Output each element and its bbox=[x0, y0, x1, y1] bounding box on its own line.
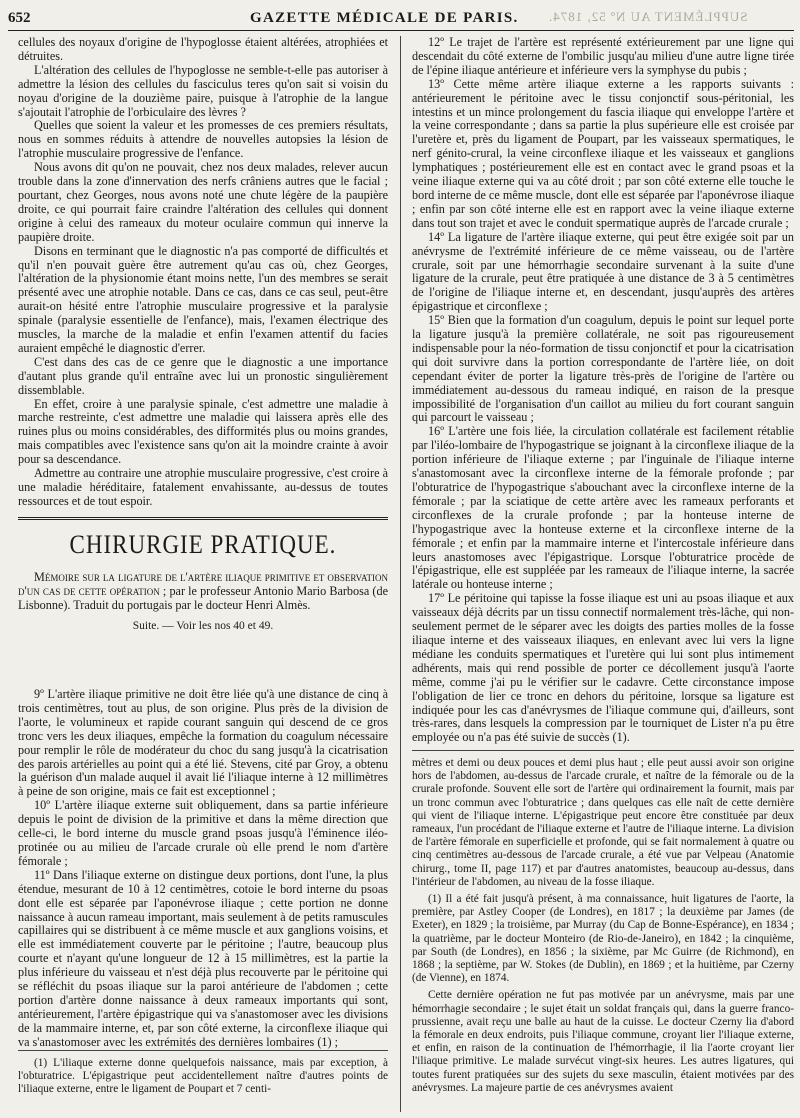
footnote-continuation: mètres et demi ou deux pouces et demi plus haut ; elle peut aussi avoir son origine hors de l'abdomen, au-dessus de l'arcade crurale, et naître de la fémorale ou de la crurale profonde. Souvent elle sort de l'artère qui ordinairement la fournit, mais par un tronc commun avec l'obturatrice ; dans quelques cas elle naît de cette dernière qui vient de l'iliaque interne. L'épigastrique peut encore être constituée par deux rameaux, l'un procédant de l'iliaque externe et l'autre de l'iliaque interne. La division de l'artère fémorale en superficielle et profonde, qui se fait normalement à quatre ou cinq centimètres au-dessous de l'arcade crurale, a été vue par Velpeau (Anatomie chirurg., tome II, page 117) et par d'autres anatomistes, beaucoup au-dessus, dans l'intérieur de l'abdomen, au niveau de la fosse iliaque. bbox=[412, 757, 794, 888]
article-heading bbox=[18, 570, 388, 612]
section-rule bbox=[18, 517, 388, 520]
paragraph: C'est dans des cas de ce genre que le diagnostic a une importance d'autant plus grande qu'il entraîne avec lui un pronostic singulièrement dissemblable. bbox=[18, 354, 388, 397]
footnote: (1) L'iliaque externe donne quelquefois naissance, mais par exception, à l'obturatrice. L'épigastrique peut accidentellement naître d'autres points de l'iliaque externe, entre le ligament de Poupart et 7 centi- bbox=[18, 1057, 388, 1096]
paragraph: 13º Cette même artère iliaque externe a les rapports suivants : antérieurement le péritoine avec le tissu conjonctif sous-péritonial, les intestins et un mince prolongement du fascia iliaque qui enveloppe l'artère et la veine correspondante ; dans sa partie la plus supérieure elle est croisée par l'uretère et, près du ligament de Poupart, par les vaisseaux spermatiques, le nerf génito-crural, la veine circonflexe iliaque et les vaisseaux et ganglions lymphatiques ; postérieurement elle est en contact avec le grand psoas et la veine iliaque externe qui va au côté droit ; par son côté externe elle touche le bord interne de ce même muscle, dont elle est séparée par l'aponévrose iliaque ; enfin par son côté interne elle est en rapport avec la veine iliaque externe dans tout son trajet et avec le conduit spermatique auprès de l'arcade crurale ; bbox=[412, 76, 794, 230]
paragraph: cellules des noyaux d'origine de l'hypoglosse étaient altérées, atrophiées et détruites. bbox=[18, 35, 388, 63]
left-footnote-area bbox=[18, 1044, 388, 1097]
paragraph: 11º Dans l'iliaque externe on distingue deux portions, dont l'une, la plus étendue, mesurant de 10 à 12 centimètres, cotoie le bord interne du psoas dont elle est séparée par l'aponévrose iliaque ; cette portion ne donne naissance à aucun rameau important, mais seulement à de petits ramuscules capillaires qui se distribuent à ce même muscle et aux ganglions voisins, et elle est immédiatement couverte par le péritoine ; l'autre, beaucoup plus courte et n'ayant qu'une longueur de 12 à 15 millimètres, est la partie la plus inférieure du vaisseau et n'est déjà plus recouverte par le péritoine qui se réfléchit du psoas iliaque sur la paroi antérieure de l'abdomen ; cette portion d'artère donne naissance à deux rameaux importants qui sont, antérieurement, l'artère épigastrique qui va s'anastomoser avec les divisions de la mammaire interne, et, par son côté externe, la circonflexe iliaque qui va s'anastomoser avec les extrémités des dernières lombaires (1) ; bbox=[18, 867, 388, 1049]
left-column-article bbox=[18, 688, 388, 1050]
paragraph: 14º La ligature de l'artère iliaque externe, qui peut être exigée soit par un anévrysme de l'extrémité inférieure de ce même vaisseau, ou de l'artère crurale, soit par une hémorrhagie secondaire survenant à la suite d'une ligature de la crurale, peut être pratiquée à une distance de 3 à 5 centimètres de l'origine de l'iliaque interne et, en descendant, jusqu'auprès des artères épigastrique et circonflexe ; bbox=[412, 229, 794, 314]
footnote: (1) Il a été fait jusqu'à présent, à ma connaissance, huit ligatures de l'aorte, la première, par Astley Cooper (de Londres), en 1817 ; la deuxième par James (de Exeter), en 1829 ; la troisième, par Murray (du Cap de Bonne-Espérance), en 1834 ; la quatrième, par le docteur Monteiro (de Rio-de-Janeiro), en 1842 ; la cinquième, par South (de Londres), en 1856 ; la sixième, par Mc Guirre (de Richmond), en 1868 ; la septième, par W. Stokes (de Dublin), en 1869 ; et la huitième, par Czerny (de Vienne), en 1874. bbox=[412, 893, 794, 985]
section-title: CHIRURGIE PRATIQUE. bbox=[69, 529, 337, 559]
right-column-top bbox=[412, 36, 794, 745]
article-byline: par le professeur Antonio Mario Barbosa (de Lisbonne). Traduit du portugais par le docteur Henri Almès. bbox=[18, 583, 388, 612]
paragraph: En effet, croire à une paralysie spinale, c'est admettre une maladie à marche restreinte, c'est admettre une maladie qui laissera après elle des ruines plus ou moins considérables, des difformités plus ou moins grandes, mais compatibles avec l'existence sans qu'on ait la moindre crainte à avoir pour sa descendance. bbox=[18, 396, 388, 467]
paragraph: Admettre au contraire une atrophie musculaire progressive, c'est croire à une maladie héréditaire, fatalement envahissante, au-dessus de toutes ressources et de tout espoir. bbox=[18, 466, 388, 508]
paragraph: 12º Le trajet de l'artère est représenté extérieurement par une ligne qui descendait du côté externe de l'ombilic jusqu'au milieu d'une autre ligne tirée de l'épine iliaque antérieure et inférieure vers la symphyse du pubis ; bbox=[412, 35, 794, 77]
page-number: 652 bbox=[8, 10, 31, 26]
footnote-rule bbox=[18, 1050, 388, 1051]
column-divider bbox=[400, 36, 401, 1112]
paragraph: Quelles que soient la valeur et les promesses de ces premiers résultats, nous en sommes réduits à attendre de nouvelles autopsies la lésion de l'atrophie musculaire progressive de l'enfance. bbox=[18, 118, 388, 161]
journal-title: GAZETTE MÉDICALE DE PARIS. bbox=[250, 10, 519, 26]
article-title: Mémoire sur la ligature de l'artère iliaque primitive et observation d'un cas de cette opération ; bbox=[18, 569, 389, 598]
paragraph: 10º L'artère iliaque externe suit obliquement, dans sa partie inférieure depuis le point de division de la primitive et dans la même direction que celle-ci, le bord interne du muscle grand psoas jusqu'à l'éminence iléo-protinée ou au milieu de l'arcade crurale où elle prend le nom d'artère fémorale ; bbox=[18, 798, 388, 868]
supplement-bleedthrough: SUPPLÉMENT AU Nº 52, 1874. bbox=[548, 9, 748, 24]
footnote-rule bbox=[412, 750, 794, 751]
left-column-top bbox=[18, 36, 388, 642]
paragraph: Nous avons dit qu'on ne pouvait, chez nos deux malades, relever aucun trouble dans la zone d'innervation des nerfs crâniens autres que le facial ; pourtant, chez Georges, nous avons noté une chute légère de la paupière droite, ce qui pourrait faire craindre l'altération des cellules qui donnent origine à celui des rameaux du moteur oculaire commun qui innerve la paupière droite. bbox=[18, 160, 388, 244]
paragraph: Disons en terminant que le diagnostic n'a pas comporté de difficultés et qu'il n'en pouvait guère être autrement qu'au cas où, chez Georges, l'altération de la physionomie étant moins nette, l'un des membres se serait présenté avec une atrophie notable. Dans ce cas, dans ce cas seul, peut-être aurait-on hésité entre l'atrophie musculaire progressive et la paralysie spinale (paralysie essentielle de l'enfance), mais, l'examen électrique des muscles, la marche de la maladie et enfin l'examen attentif du facies auraient empêché le diagnostic d'errer. bbox=[18, 243, 388, 355]
paragraph: 9º L'artère iliaque primitive ne doit être liée qu'à une distance de cinq à trois centimètres, tout au plus, de son origine. Plus près de la division de l'aorte, le volumineux et rapide courant sanguin qui descend de ce gros tronc vers les deux iliaques, empêche la formation du coagulum nécessaire pour remplir le rôle de modérateur du choc du sang jusqu'à la cicatrisation des parois artérielles au point qui a été lié. Stevens, cité par Groy, a obtenu la guérison d'un malade auquel il avait lié l'iliaque interne à 12 millimètres à peine de son origine, mais ce fait est exceptionnel ; bbox=[18, 687, 388, 799]
footnote: Cette dernière opération ne fut pas motivée par un anévrysme, mais par une hémorrhagie secondaire ; le sujet était un soldat français qui, dans la guerre franco-prussienne, avait reçu une balle au haut de la cuisse. Le docteur Czerny lia d'abord la fémorale en deux endroits, puis l'iliaque commune, croyant lier l'iliaque externe, et enfin, en raison de la continuation de l'hémorrhagie, il lia l'aorte croyant lier l'iliaque primitive. Le malade survécut vingt-six heures. Les autres ligatures, qui toutes furent pratiquées sur des sujets du sexe masculin, étaient motivées par des anévrysmes. La majeure partie de ces anévrysmes avaient bbox=[412, 989, 794, 1094]
paragraph: L'altération des cellules de l'hypoglosse ne semble-t-elle pas autoriser à admettre la lésion des cellules du fasciculus teres qu'on sait si voisin du noyau d'origine de la douzième paire, puisque à l'atrophie de la langue s'ajoutait l'atrophie de l'orbiculaire des lèvres ? bbox=[18, 62, 388, 119]
suite-note: Suite. — Voir les nos 40 et 49. bbox=[132, 619, 274, 632]
paragraph: 17º Le péritoine qui tapisse la fosse iliaque est uni au psoas iliaque et aux vaisseaux déjà décrits par un tissu connectif normalement très-lâche, qui non-seulement permet de le séparer avec les doigts des parties molles de la fosse iliaque interne et des vaisseaux iliaques, en enlevant avec lui vers la ligne médiane les conduits spermatiques et l'uretère qui lui sont plus intimement adhérents, mais qui rend possible de porter ce décollement jusqu'à l'aorte même, comme j'ai pu le vérifier sur le cadavre. Cette circonstance impose l'obligation de lier ce tronc en dehors du péritoine, lorsque sa ligature est indiquée pour les cas d'anévrysmes de l'iliaque commune qui, d'ailleurs, sont très-rares, dans lesquels la compression par le tourniquet de Lister n'a pu être employée ou n'a pas été suivie de succès (1). bbox=[412, 591, 794, 745]
paragraph: 15º Bien que la formation d'un coagulum, depuis le point sur lequel porte la ligature jusqu'à la première collatérale, ne soit pas rigoureusement indispensable pour la néo-formation de tissu conjonctif et pour la cicatrisation qui doit survivre dans la portion correspondante de l'artère liée, on doit cependant éviter de porter la ligature très-près de l'origine de l'artère ou immédiatement au-dessous du rameau indiqué, en raison de la presque impossibilité de l'organisation d'un caillot au milieu du fort courant sanguin qui parcourt le vaisseau ; bbox=[412, 313, 794, 425]
page-header bbox=[0, 0, 800, 30]
paragraph: 16º L'artère une fois liée, la circulation collatérale est facilement rétablie par l'iléo-lombaire de l'hypogastrique se joignant à la circonflexe iliaque de la portion inférieure de l'iliaque externe ; par l'inguinale de l'iliaque interne s'anastomosant avec la circonflexe interne de la fémorale profonde ; par l'obturatrice de l'hypogastrique s'abouchant avec la circonflexe interne de la fémorale ; par la sciatique de cette artère avec les rameaux perforants et circonflexes de la crurale profonde ; par la honteuse interne de l'hypogastrique avec la honteuse externe et la circonflexe interne de la fémorale ; et enfin par la mammaire interne et l'intercostale inférieure dans leurs anastomoses avec l'épigastrique. Lorsque l'obturatrice procède de l'épigastrique, elle est suppléée par les rameaux de l'iliaque interne, la sacrée latérale ou honteuse interne ; bbox=[412, 424, 794, 592]
header-rule bbox=[8, 30, 794, 31]
right-footnote-area bbox=[412, 744, 794, 1095]
